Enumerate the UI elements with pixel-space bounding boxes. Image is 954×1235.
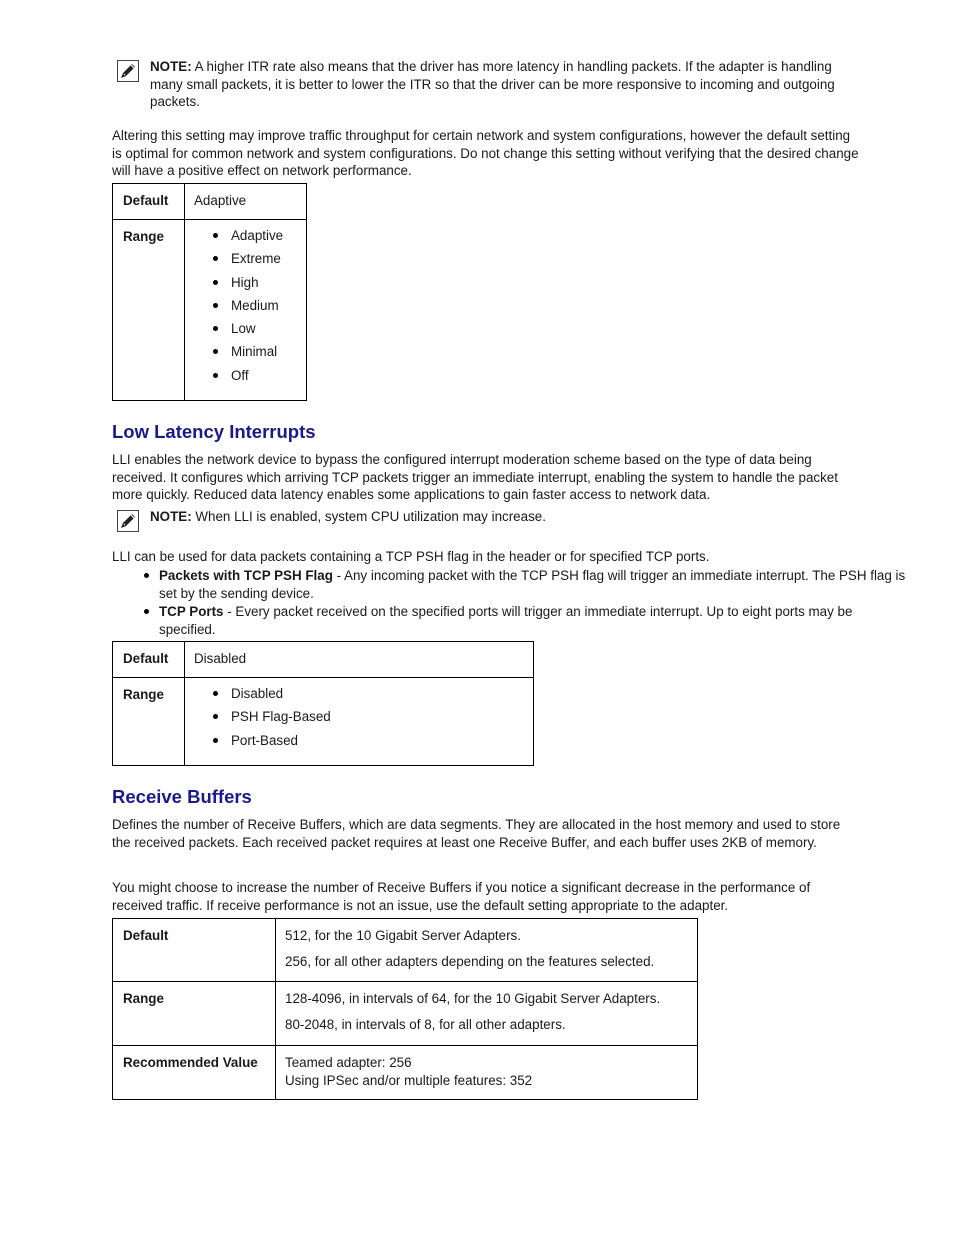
table-row [113,220,307,401]
range-value: 80-2048, in intervals of 8, for all other adapters. [285,1016,566,1032]
bullet-text: - Every packet received on the specified ports will trigger an immediate interrupt. Up to eight ports may be specified. [159,604,853,637]
table-row [113,982,698,1046]
bullet-text: - Any incoming packet with the TCP PSH flag will trigger an immediate interrupt. The PSH flag is set by the sending device. [159,568,906,601]
bullet-term: Packets with TCP PSH Flag [159,568,333,583]
default-label: Default [113,184,185,220]
range-label: Range [113,982,276,1046]
list-item: High [231,271,296,294]
note-pencil-icon [112,508,142,526]
lli-intro: LLI enables the network device to bypass the configured interrupt moderation scheme based on the type of data being received. It configures which arriving TCP packets trigger an immediate interrupt, enabling the system to handle the packet more quickly. Reduced data latency enables some applications to gain faster access to network data. [112,452,838,502]
list-item: Disabled [231,682,523,705]
lli-usage: LLI can be used for data packets containing a TCP PSH flag in the header or for specified TCP ports. [112,549,710,564]
range-options-list [194,224,296,387]
note-text: When LLI is enabled, system CPU utilization may increase. [195,509,546,524]
note-text: A higher ITR rate also means that the driver has more latency in handling packets. If the adapter is handling many small packets, it is better to lower the ITR so that the driver can be more responsive to incoming and outgoing packets. [150,59,835,109]
note-pencil-icon [112,58,142,111]
lli-settings-table [112,641,534,766]
receive-buffers-heading: Receive Buffers [112,786,252,807]
list-item: PSH Flag-Based [231,705,523,728]
note-label: NOTE: [150,59,192,74]
default-value: Adaptive [185,184,307,220]
default-value: Disabled [185,642,534,678]
itr-settings-table [112,183,307,401]
list-item: Adaptive [231,224,296,247]
list-item: Medium [231,294,296,317]
default-value: 512, for the 10 Gigabit Server Adapters. [285,928,521,943]
recommended-value: Teamed adapter: 256 [285,1055,412,1070]
list-item [159,567,909,602]
default-label: Default [113,919,276,982]
lli-trigger-list [112,567,909,639]
list-item: Extreme [231,247,296,270]
default-value: 256, for all other adapters depending on the features selected. [285,953,655,969]
range-value: 128-4096, in intervals of 64, for the 10 Gigabit Server Adapters. [285,991,661,1006]
list-item: Minimal [231,340,296,363]
bullet-term: TCP Ports [159,604,224,619]
itr-note [112,58,862,111]
table-row [113,642,534,678]
itr-paragraph: Altering this setting may improve traffic throughput for certain network and system configurations, however the default setting is optimal for common network and system configurations. Do not change this setting without verifying that the desired change will have a positive effect on network performance. [112,128,859,178]
rb-paragraph-1: Defines the number of Receive Buffers, which are data segments. They are allocated in the host memory and used to store the received packets. Each received packet requires at least one Receive Buffer, and each buffer uses 2KB of memory. [112,817,841,850]
note-label: NOTE: [150,509,192,524]
lli-heading: Low Latency Interrupts [112,421,316,442]
table-row [113,1046,698,1100]
table-row [113,184,307,220]
list-item: Off [231,364,296,387]
table-row [113,678,534,766]
range-label: Range [113,678,185,766]
list-item [159,603,909,638]
recommended-value: Using IPSec and/or multiple features: 352 [285,1072,533,1088]
table-row [113,919,698,982]
list-item: Port-Based [231,729,523,752]
lli-note [112,508,862,526]
list-item: Low [231,317,296,340]
default-label: Default [113,642,185,678]
range-label: Range [113,220,185,401]
rb-settings-table [112,918,698,1100]
range-options-list [194,682,523,752]
recommended-label: Recommended Value [113,1046,276,1100]
rb-paragraph-2: You might choose to increase the number of Receive Buffers if you notice a significant decrease in the performance of received traffic. If receive performance is not an issue, use the default setting appropriate to the adapter. [112,880,811,913]
